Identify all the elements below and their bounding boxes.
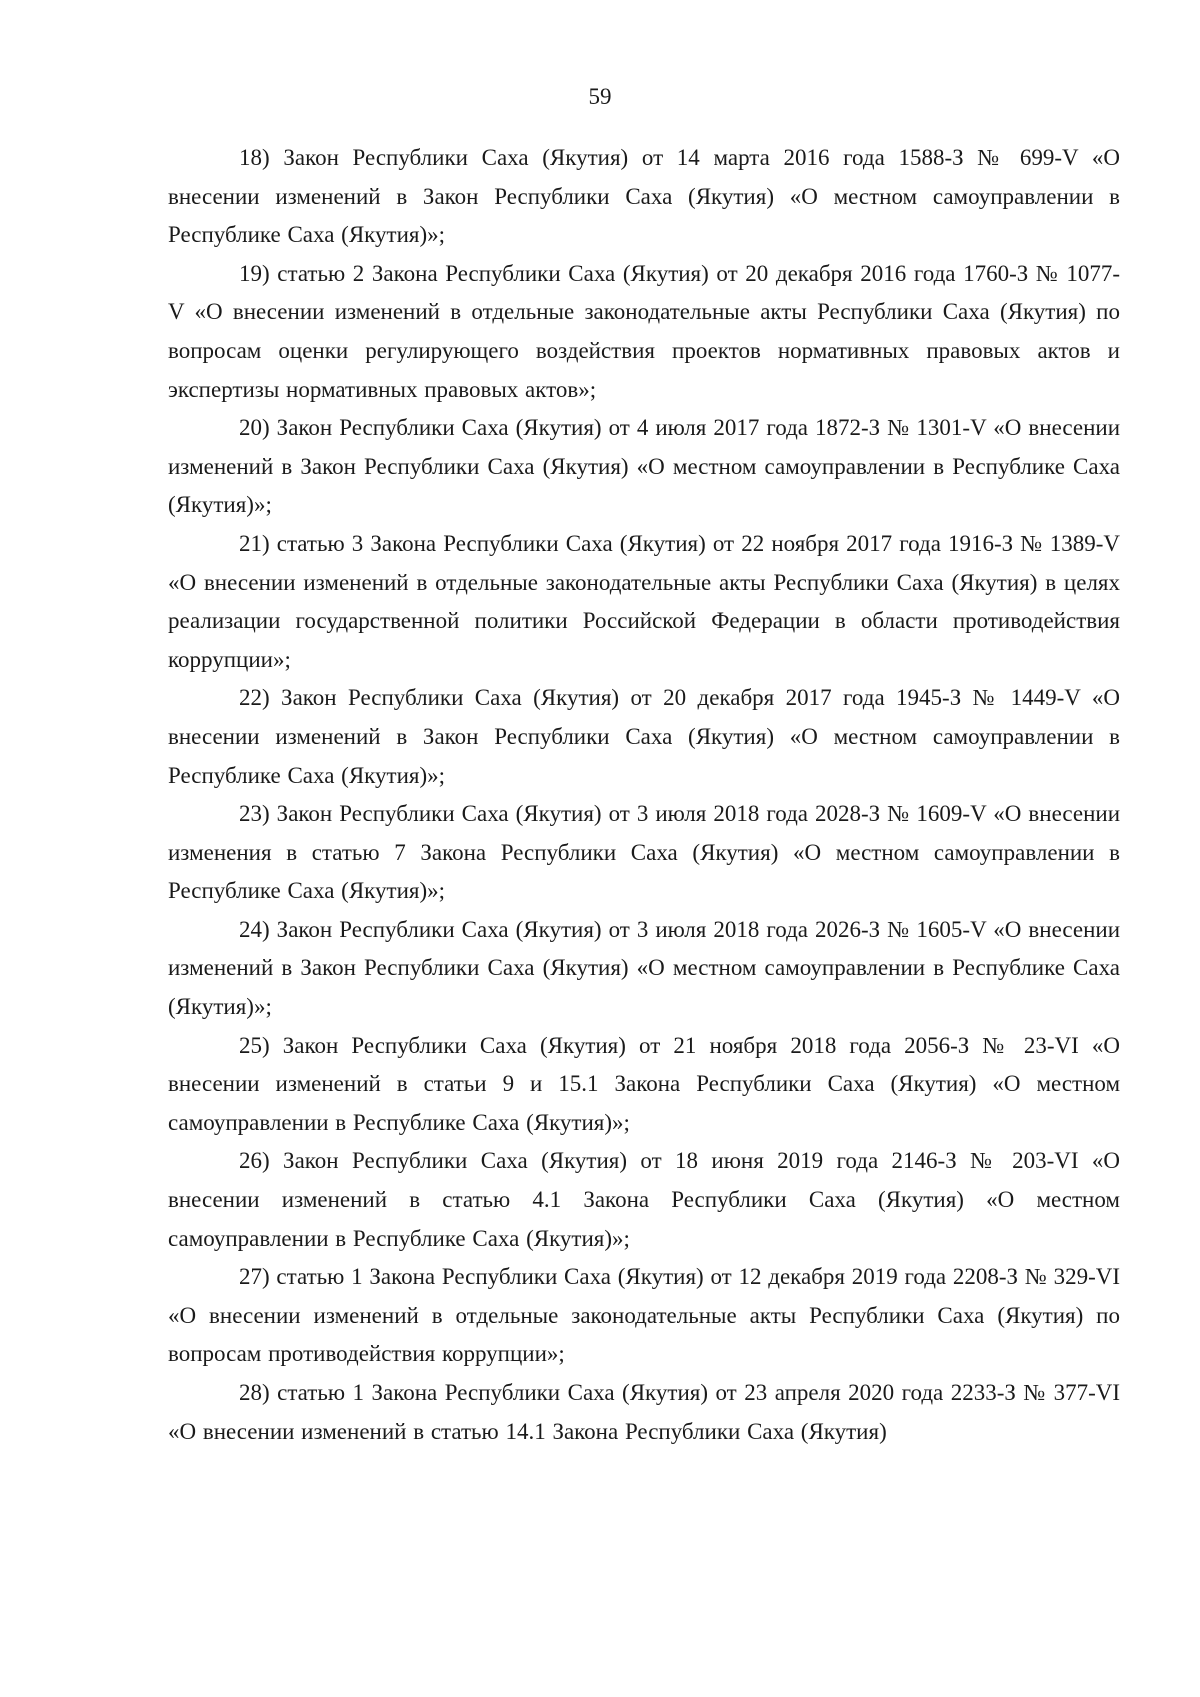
list-item-23: 23) Закон Республики Саха (Якутия) от 3 июля 2018 года 2028-З № 1609-V «О внесении изменения в статью 7 Закона Республики Саха (Якутия) «О местном самоуправлении в Республике Саха (Якутия)»; — [168, 801, 1120, 904]
list-item-20: 20) Закон Республики Саха (Якутия) от 4 июля 2017 года 1872-З № 1301-V «О внесении изменений в Закон Республики Саха (Якутия) «О местном самоуправлении в Республике Саха (Якутия)»; — [168, 415, 1120, 518]
list-item-21: 21) статью 3 Закона Республики Саха (Якутия) от 22 ноября 2017 года 1916-З № 1389-V «О внесении изменений в отдельные законодательные акты Республики Саха (Якутия) в целях реализации государственной политики Российской Федерации в области противодействия коррупции»; — [168, 530, 1120, 672]
list-item-27: 27) статью 1 Закона Республики Саха (Якутия) от 12 декабря 2019 года 2208-З № 329-VI «О внесении изменений в отдельные законодательные акты Республики Саха (Якутия) по вопросам противодействия коррупции»; — [168, 1264, 1120, 1367]
list-item-26: 26) Закон Республики Саха (Якутия) от 18 июня 2019 года 2146-З № 203-VI «О внесении изменений в статью 4.1 Закона Республики Саха (Якутия) «О местном самоуправлении в Республике Саха (Якутия)»; — [168, 1148, 1120, 1251]
list-item-28: 28) статью 1 Закона Республики Саха (Якутия) от 23 апреля 2020 года 2233-З № 377-VI «О внесении изменений в статью 14.1 Закона Республики Саха (Якутия) — [168, 1380, 1120, 1444]
list-item-25: 25) Закон Республики Саха (Якутия) от 21 ноября 2018 года 2056-З № 23-VI «О внесении изменений в статьи 9 и 15.1 Закона Республики Саха (Якутия) «О местном самоуправлении в Республике Саха (Якутия)»; — [168, 1032, 1120, 1135]
list-item-24: 24) Закон Республики Саха (Якутия) от 3 июля 2018 года 2026-З № 1605-V «О внесении изменений в Закон Республики Саха (Якутия) «О местном самоуправлении в Республике Саха (Якутия)»; — [168, 916, 1120, 1020]
page-number: 59 — [588, 84, 612, 109]
list-item-19: 19) статью 2 Закона Республики Саха (Якутия) от 20 декабря 2016 года 1760-З № 1077-V «О внесении изменений в отдельные законодательные акты Республики Саха (Якутия) по вопросам оценки регулирующего воздействия проектов нормативных правовых актов и экспертизы нормативных правовых актов»; — [168, 260, 1120, 402]
document-body — [168, 139, 1120, 1451]
list-item-18: 18) Закон Республики Саха (Якутия) от 14 марта 2016 года 1588-З № 699-V «О внесении изменений в Закон Республики Саха (Якутия) «О местном самоуправлении в Республике Саха (Якутия)»; — [168, 145, 1120, 248]
list-item-22: 22) Закон Республики Саха (Якутия) от 20 декабря 2017 года 1945-З № 1449-V «О внесении изменений в Закон Республики Саха (Якутия) «О местном самоуправлении в Республике Саха (Якутия)»; — [168, 685, 1120, 788]
